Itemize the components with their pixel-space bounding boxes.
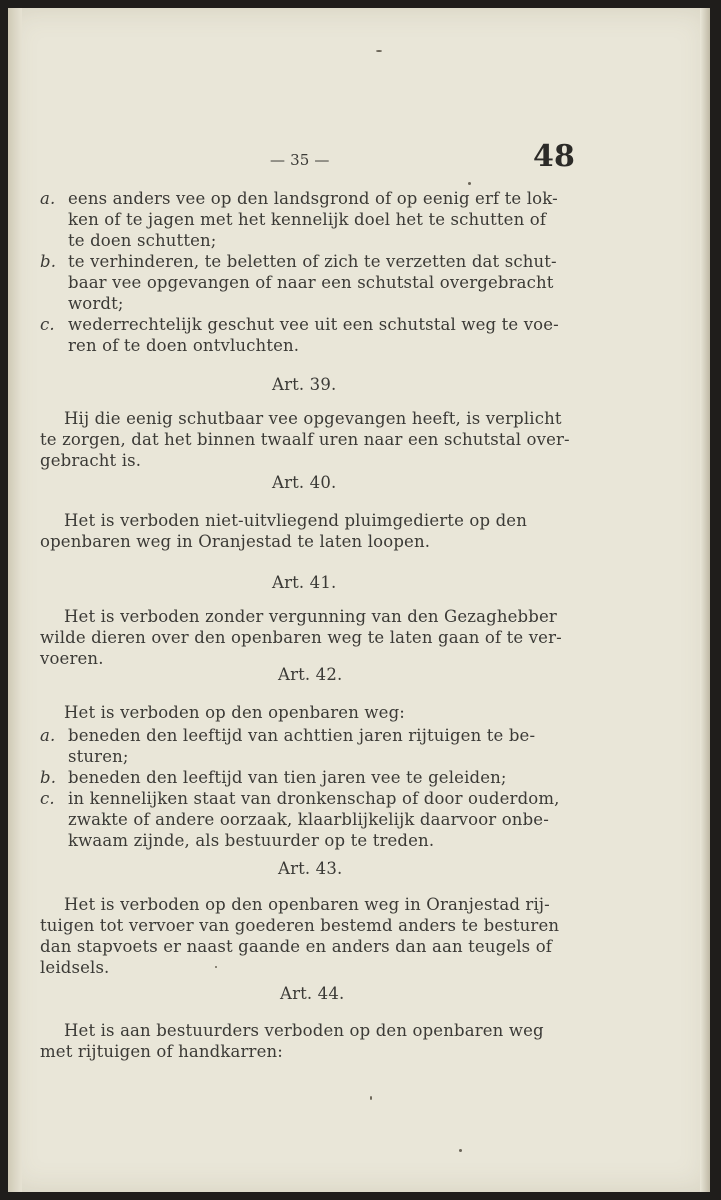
item-label-c: c.	[40, 315, 55, 334]
article-text-line: dan stapvoets er naast gaande en anders dan aan teugels of	[40, 937, 553, 956]
item-text-line: in kennelijken staat van dronkenschap of door ouderdom,	[68, 789, 560, 808]
page-spine-shadow	[8, 8, 22, 1192]
item-text-line: wederrechtelijk geschut vee uit een schutstal weg te voe-	[68, 315, 559, 334]
article-text-line: Hij die eenig schutbaar vee opgevangen heeft, is verplicht	[64, 409, 562, 428]
paper-speck	[370, 1096, 372, 1100]
item-label-c: c.	[40, 789, 55, 808]
item-label-b: b.	[40, 768, 57, 787]
item-label-a: a.	[40, 726, 56, 745]
document-page	[8, 8, 710, 1192]
article-heading: Art. 44.	[280, 984, 345, 1003]
article-text-line: Het is verboden zonder vergunning van den Gezaghebber	[64, 607, 557, 626]
item-text-line: zwakte of andere oorzaak, klaarblijkelijk daarvoor onbe-	[68, 810, 549, 829]
item-text-line: te verhinderen, te beletten of zich te verzetten dat schut-	[68, 252, 557, 271]
item-text-line: baar vee opgevangen of naar een schutstal overgebracht	[68, 273, 554, 292]
item-text-line: ren of te doen ontvluchten.	[68, 336, 300, 355]
item-text-line: beneden den leeftijd van tien jaren vee te geleiden;	[68, 768, 507, 787]
article-heading: Art. 39.	[272, 375, 337, 394]
item-text-line: te doen schutten;	[68, 231, 217, 250]
item-text-line: kwaam zijnde, als bestuurder op te treden.	[68, 831, 435, 850]
article-heading: Art. 41.	[272, 573, 337, 592]
article-heading: Art. 42.	[278, 665, 343, 684]
article-text-line: Het is verboden op den openbaren weg in Oranjestad rij-	[64, 895, 550, 914]
page-edge-shadow	[700, 8, 710, 1192]
paper-speck	[459, 1149, 462, 1152]
article-text-line: gebracht is.	[40, 451, 142, 470]
page-number: — 35 —	[270, 151, 330, 169]
article-text-line: voeren.	[40, 649, 104, 668]
article-text-line: Het is aan bestuurders verboden op den openbaren weg	[64, 1021, 544, 1040]
article-text-line: te zorgen, dat het binnen twaalf uren naar een schutstal over-	[40, 430, 570, 449]
article-heading: Art. 40.	[272, 473, 337, 492]
article-text-line: leidsels.	[40, 958, 110, 977]
item-text-line: beneden den leeftijd van achttien jaren rijtuigen te be-	[68, 726, 536, 745]
article-text-line: met rijtuigen of handkarren:	[40, 1042, 283, 1061]
archive-stamp-number: 48	[533, 139, 576, 174]
article-text-line: openbaren weg in Oranjestad te laten loopen.	[40, 532, 431, 551]
item-text-line: ken of te jagen met het kennelijk doel het te schutten of	[68, 210, 547, 229]
item-label-b: b.	[40, 252, 57, 271]
paper-speck	[376, 50, 382, 52]
paper-speck	[468, 182, 471, 185]
article-text-line: Het is verboden niet-uitvliegend pluimgedierte op den	[64, 511, 527, 530]
paper-speck	[215, 966, 217, 968]
article-text-line: tuigen tot vervoer van goederen bestemd anders te besturen	[40, 916, 560, 935]
article-intro: Het is verboden op den openbaren weg:	[64, 703, 405, 722]
item-text-line: wordt;	[68, 294, 124, 313]
article-text-line: wilde dieren over den openbaren weg te laten gaan of te ver-	[40, 628, 562, 647]
item-text-line: sturen;	[68, 747, 129, 766]
item-text-line: eens anders vee op den landsgrond of op eenig erf te lok-	[68, 189, 558, 208]
article-heading: Art. 43.	[278, 859, 343, 878]
item-label-a: a.	[40, 189, 56, 208]
